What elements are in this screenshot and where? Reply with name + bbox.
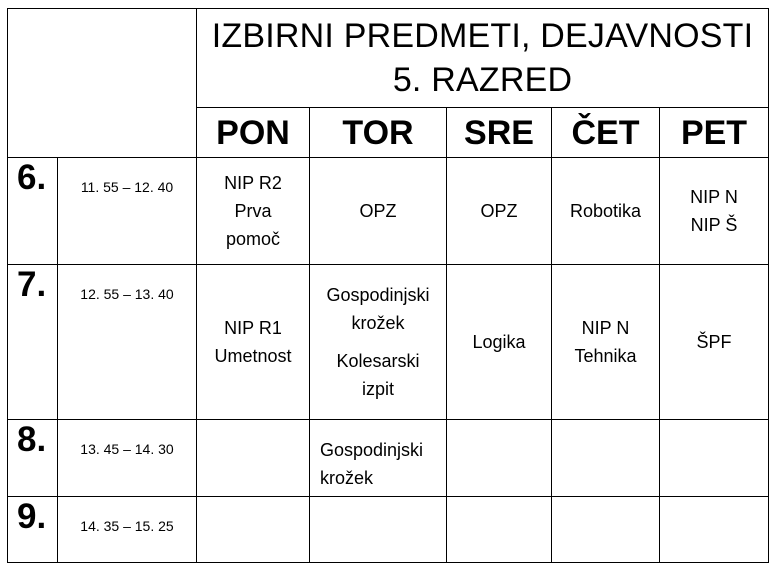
day-header-cet: ČET	[552, 108, 660, 158]
period-number: 9.	[8, 497, 58, 563]
subject-text: Gospodinjski	[320, 440, 424, 460]
subject-text: ŠPF	[696, 332, 732, 352]
period-time: 13. 45 – 14. 30	[58, 420, 197, 497]
cell-mon-8	[197, 420, 310, 497]
cell-thu-8	[552, 420, 660, 497]
subject-text: NIP N	[690, 187, 738, 207]
period-number: 8.	[8, 420, 58, 497]
subject-text: NIP N	[581, 318, 630, 338]
day-header-pet: PET	[660, 108, 769, 158]
title-row	[8, 9, 769, 108]
subject-text: Kolesarski	[336, 351, 420, 371]
table-row-period-7	[8, 265, 769, 420]
period-number: 7.	[8, 265, 58, 420]
cell-wed-7	[447, 265, 552, 420]
subject-text: Tehnika	[574, 346, 637, 366]
cell-tue-8	[310, 420, 447, 497]
cell-wed-9	[447, 497, 552, 563]
cell-fri-8	[660, 420, 769, 497]
cell-mon-7	[197, 265, 310, 420]
subject-text: Gospodinjski	[326, 285, 430, 305]
schedule-table	[7, 8, 769, 563]
cell-wed-8	[447, 420, 552, 497]
day-header-tor: TOR	[310, 108, 447, 158]
cell-tue-9	[310, 497, 447, 563]
cell-mon-9	[197, 497, 310, 563]
title-line-1: IZBIRNI PREDMETI, DEJAVNOSTI	[211, 17, 754, 55]
table-row-period-8	[8, 420, 769, 497]
subject-text: krožek	[320, 468, 374, 488]
subject-text: krožek	[351, 313, 405, 333]
cell-fri-6	[660, 158, 769, 265]
table-row-period-6	[8, 158, 769, 265]
spacer	[310, 337, 446, 347]
table-title	[197, 9, 769, 108]
subject-text: NIP R1	[224, 318, 282, 338]
subject-text: NIP Š	[690, 215, 738, 235]
cell-tue-6	[310, 158, 447, 265]
subject-text: OPZ	[480, 201, 518, 221]
cell-tue-7	[310, 265, 447, 420]
subject-text: pomoč	[225, 229, 281, 249]
cell-thu-6	[552, 158, 660, 265]
cell-fri-7	[660, 265, 769, 420]
subject-text: NIP R2	[224, 173, 282, 193]
day-header-pon: PON	[197, 108, 310, 158]
cell-thu-9	[552, 497, 660, 563]
table-row-period-9	[8, 497, 769, 563]
subject-text: OPZ	[359, 201, 397, 221]
corner-blank-cell	[8, 9, 197, 158]
period-number: 6.	[8, 158, 58, 265]
period-time: 14. 35 – 15. 25	[58, 497, 197, 563]
period-time: 12. 55 – 13. 40	[58, 265, 197, 420]
subject-text: izpit	[361, 379, 394, 399]
cell-fri-9	[660, 497, 769, 563]
subject-text: Umetnost	[214, 346, 292, 366]
period-time: 11. 55 – 12. 40	[58, 158, 197, 265]
subject-text: Logika	[472, 332, 526, 352]
cell-mon-6	[197, 158, 310, 265]
title-line-2: 5. RAZRED	[392, 61, 573, 99]
day-header-sre: SRE	[447, 108, 552, 158]
subject-text: Robotika	[569, 201, 642, 221]
subject-text: Prva	[234, 201, 272, 221]
cell-wed-6	[447, 158, 552, 265]
cell-thu-7	[552, 265, 660, 420]
